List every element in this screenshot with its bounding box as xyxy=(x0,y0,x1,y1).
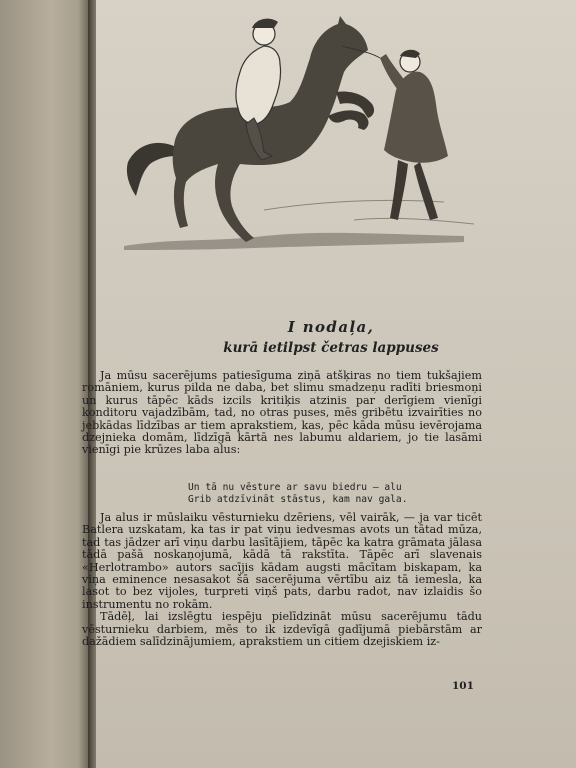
horse-rider-illustration xyxy=(114,6,474,252)
ground-hatching xyxy=(124,233,464,250)
paragraph-1: Ja mūsu sacerējums patiesīguma ziņā atšķiras no tiem tukšajiem romāniem, kurus pilda ne daba, bet slimu smadzeņu radīti briesmoņi un kurus tāpēc kāds izcils kritiķis atzinis par derīgiem vienīgi konditoru vajadzībām, tad, no otras puses, mēs gribētu izvairīties no jebkādas līdzības ar tiem aprakstiem, kas, pēc kāda mūsu ievērojama dzejnieka domām, līdzīgā kārtā nes labumu aldariem, jo tie lasāmi vienīgi pie krūzes laba alus: xyxy=(82,369,482,457)
body-text-bottom xyxy=(82,512,482,648)
horse-foreleg xyxy=(328,110,369,130)
previous-page-edge xyxy=(0,0,92,768)
paragraph-3: Tādēļ, lai izslēgtu iespēju pielīdzināt mūsu sacerējumu tādu vēsturnieku darbiem, mēs to ik izdevīgā gadījumā piebārstām ar dažādiem salīdzinājumiem, aprakstiem un citiem dzejiskiem iz- xyxy=(82,610,482,649)
groom-leg xyxy=(390,160,408,220)
epigraph-line: Grib atdzīvināt stāstus, kam nav gala. xyxy=(188,494,408,505)
book-page xyxy=(82,0,576,768)
body-text-top xyxy=(82,370,482,457)
horse-tail xyxy=(127,143,176,196)
chapter-title: I nodaļa, xyxy=(287,318,375,336)
paragraph-2: Ja alus ir mūslaiku vēsturnieku dzēriens, vēl vairāk, — ja var ticēt Batlera uzskatam, ka tas ir pat viņu iedvesmas avots un tātad mūza, tad tas jādzer arī viņu darbu lasītājiem, tāpēc ka katra grāmata jālasa tādā pašā noskaņojumā, kādā tā rakstīta. Tāpēc arī slavenais «Herlotrambo» autors sacījis kādam augsti mācītam biskapam, ka viņa eminence nesasakot šā sacerējuma vērtību aiz tā iemesla, ka lasot to bez vijoles, turpreti viņš pats, darbu radot, nav izlaidis šo instrumentu no rokām. xyxy=(82,511,482,611)
page-number: 101 xyxy=(452,680,474,692)
epigraph xyxy=(188,482,488,506)
chapter-subtitle: kurā ietilpst četras lappuses xyxy=(223,340,439,356)
groom-body xyxy=(384,72,448,163)
epigraph-line: Un tā nu vēsture ar savu biedru — alu xyxy=(188,482,402,493)
